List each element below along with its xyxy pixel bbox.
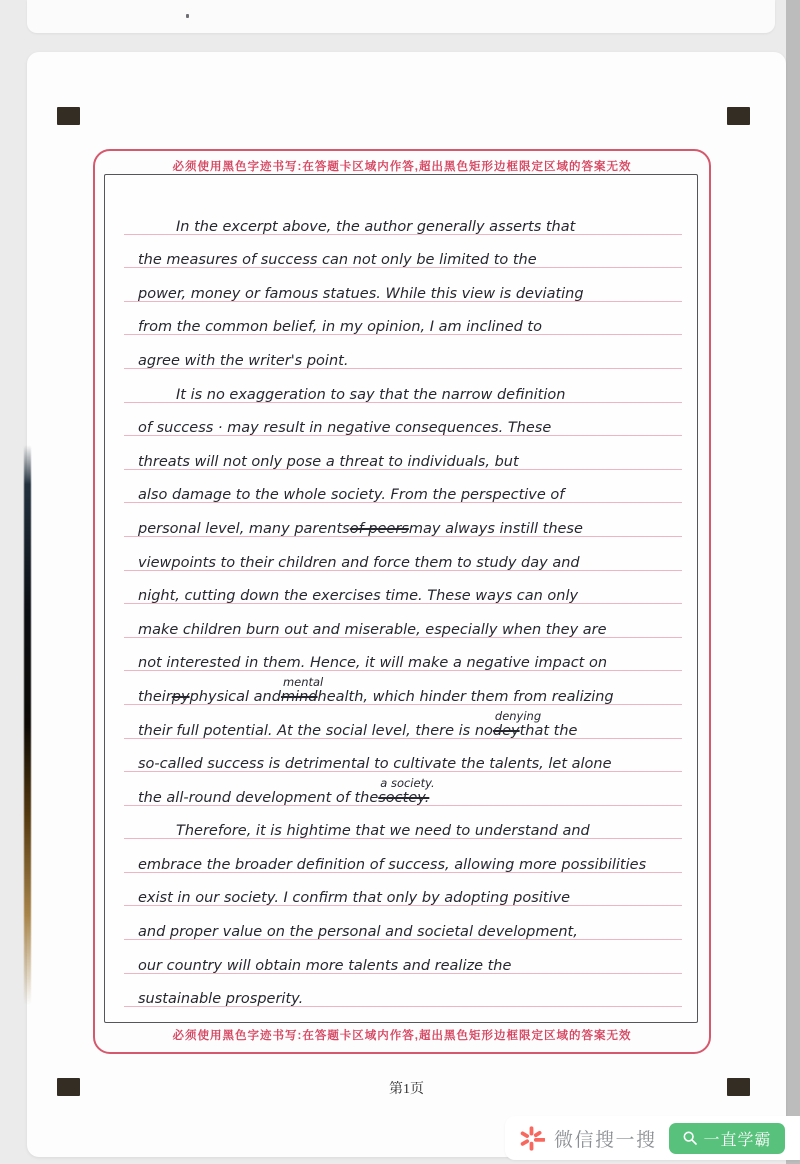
essay-line: [124, 506, 686, 540]
essay-line: [124, 674, 686, 708]
struck-out-word: py: [171, 688, 190, 705]
essay-text-segment: their: [138, 688, 172, 705]
essay-text-segment: our country will obtain more talents and realize the: [138, 957, 512, 974]
essay-text-segment: the measures of success can not only be limited to the: [138, 252, 537, 269]
essay-line: [124, 977, 686, 1011]
instruction-text-top: 必须使用黑色字迹书写:在答题卡区域内作答,超出黑色矩形边框限定区域的答案无效: [172, 161, 632, 173]
essay-text-segment: sustainable prosperity.: [138, 991, 304, 1008]
essay-text-segment: and proper value on the personal and societal development,: [138, 924, 578, 941]
essay-text-segment: from the common belief, in my opinion, I am inclined to: [138, 319, 542, 336]
essay-text-segment: night, cutting down the exercises time. These ways can only: [138, 588, 579, 605]
essay-line: [124, 876, 686, 910]
essay-text-segment: may always instill these: [408, 520, 583, 537]
watermark-search-label: 一直学霸: [703, 1131, 772, 1149]
essay-line: [124, 271, 686, 305]
registration-mark-top-right: [727, 107, 750, 125]
essay-line: [124, 439, 686, 473]
instruction-text-bottom: 必须使用黑色字迹书写:在答题卡区域内作答,超出黑色矩形边框限定区域的答案无效: [172, 1030, 632, 1042]
struck-out-word: dey denying: [492, 708, 542, 739]
essay-line: [124, 842, 686, 876]
essay-line: [124, 238, 686, 272]
essay-text-segment: In the excerpt above, the author generally asserts that: [176, 218, 576, 235]
essay-line: [124, 204, 686, 238]
essay-line: [124, 305, 686, 339]
struck-out-word: soctey. a society.: [378, 775, 435, 806]
essay-line: [124, 473, 686, 507]
essay-text-segment: embrace the broader definition of success, allowing more possibilities: [138, 856, 647, 873]
essay-line: [124, 742, 686, 776]
struck-out-word: of peers: [349, 520, 409, 537]
page-number: 第1页: [389, 1082, 424, 1097]
struck-out-word: mind mental: [280, 674, 324, 705]
essay-text-segment: also damage to the whole society. From the perspective of: [138, 487, 565, 504]
essay-line: [124, 574, 686, 608]
essay-text-segment: make children burn out and miserable, especially when they are: [138, 621, 607, 638]
inserted-correction-word: denying: [494, 708, 542, 723]
essay-line: [124, 809, 686, 843]
essay-text-segment: exist in our society. I confirm that only by adopting positive: [138, 890, 571, 907]
essay-text-segment: physical and: [189, 688, 281, 705]
wechat-search-watermark: [505, 1116, 800, 1160]
handwritten-essay: [124, 204, 686, 1010]
wechat-spark-icon: [518, 1125, 545, 1152]
previous-page-edge: [27, 0, 775, 33]
essay-text-segment: their full potential. At the social level, there is no: [138, 722, 493, 739]
essay-text-segment: viewpoints to their children and force them to study day and: [138, 554, 580, 571]
essay-line: [124, 775, 686, 809]
essay-line: [124, 338, 686, 372]
essay-text-segment: so-called success is detrimental to cultivate the talents, let alone: [138, 756, 612, 773]
essay-text-segment: agree with the writer's point.: [138, 352, 349, 369]
essay-text-segment: personal level, many parents: [138, 520, 350, 537]
essay-text-segment: not interested in them. Hence, it will make a negative impact on: [138, 655, 608, 672]
photo-edge-artifact: [24, 445, 31, 1005]
essay-text-segment: that the: [519, 722, 578, 739]
essay-text-segment: power, money or famous statues. While this view is deviating: [138, 285, 584, 302]
essay-line: [124, 708, 686, 742]
scan-speck: [186, 14, 189, 18]
registration-mark-top-left: [57, 107, 80, 125]
scan-right-shadow-strip: [786, 0, 800, 1164]
inserted-correction-word: a society.: [380, 775, 435, 790]
essay-line: [124, 372, 686, 406]
essay-line: [124, 540, 686, 574]
essay-line: [124, 943, 686, 977]
essay-text-segment: the all-round development of the: [138, 789, 379, 806]
essay-line: [124, 607, 686, 641]
essay-text-segment: It is no exaggeration to say that the narrow definition: [176, 386, 566, 403]
essay-text-segment: of success · may result in negative consequences. These: [138, 420, 552, 437]
essay-line: [124, 641, 686, 675]
magnifier-icon: [682, 1130, 698, 1146]
watermark-search-pill: [669, 1123, 785, 1154]
essay-text-segment: health, which hinder them from realizing: [317, 688, 614, 705]
essay-line: [124, 406, 686, 440]
essay-line: [124, 909, 686, 943]
watermark-brand-text: 微信搜一搜: [554, 1129, 657, 1151]
inserted-correction-word: mental: [282, 674, 324, 689]
essay-text-segment: Therefore, it is hightime that we need to understand and: [176, 823, 590, 840]
essay-text-segment: threats will not only pose a threat to individuals, but: [138, 453, 519, 470]
